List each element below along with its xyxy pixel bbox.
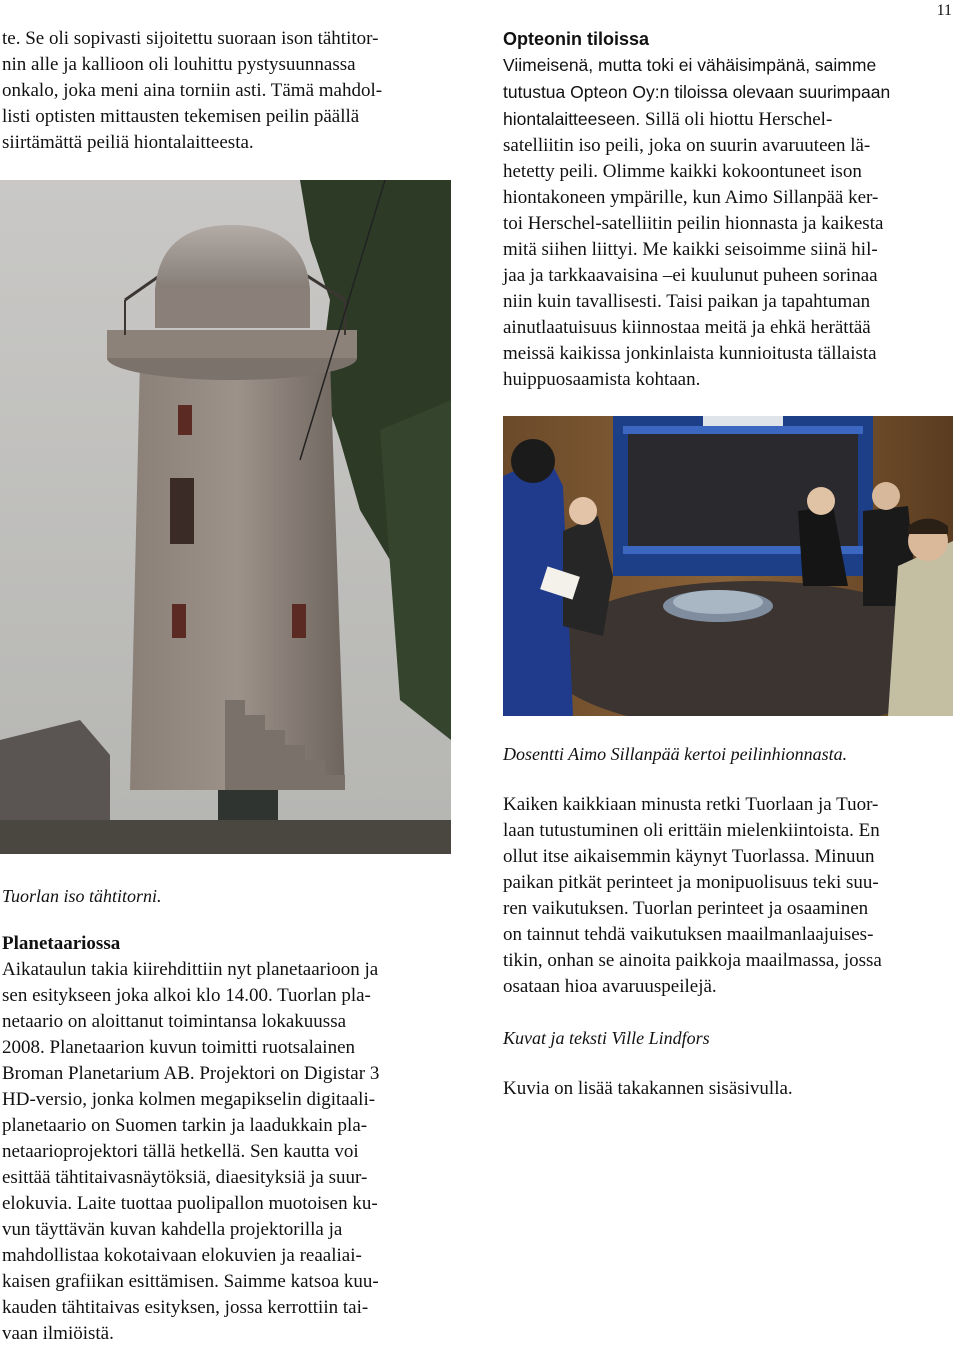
opteon-body-serif: Sillä oli hiottu Herschel- satelliitin iso peili, joka on suurin avaruuteen lä- hetetty peili. Olimme kaikki kokoontuneet ison hiontakoneen ympärille, kun Aimo Sillanpää ker- toi Herschel-satelliitin peilin hionnasta ja kaikesta mitä siihen liittyi. Me kaikki seisoimme siinä hil- jaa ja tarkkaavaisina –ei kuulunut puheen sorinaa niin kuin tavallisesti. Taisi paikan ja tapahtuman ainutlaatuisuus kiinnostaa meitä ja ehkä herättää meissä kaikissa jonkinlaista kunnioitusta tällaista huippuosaamista kohtaan.: [503, 109, 884, 390]
more-photos-note: Kuvia on lisää takakannen sisäsivulla.: [503, 1078, 793, 1099]
left-intro-paragraph: te. Se oli sopivasti sijoitettu suoraan ison tähtitor- nin alle ja kallioon oli louhittu pystysuunnassa onkalo, joka meni aina torniin asti. Tämä mahdol- listi optisten mittausten tekemisen peilin päällä siirtämättä peiliä hiontalaitteesta.: [2, 28, 383, 153]
page-number: 11: [936, 2, 952, 19]
author-credit: Kuvat ja teksti Ville Lindfors: [503, 1028, 710, 1048]
planetarium-section: [2, 931, 452, 1347]
closing-paragraph: Kaiken kaikkiaan minusta retki Tuorlaan ja Tuor- laan tutustuminen oli erittäin mielenkiintoista. En ollut itse aikaisemmin käynyt Tuorlassa. Minuun paikan pitkät perinteet ja monipuolisuus teki suu- ren vaikutuksen. Tuorlan perinteet ja osaaminen on tainnut tehdä vaikutuksen maailmanlaajuises- tikin, onhan se ainoita paikkoja maailmassa, jossa osataan hioa avaruuspeilejä.: [503, 794, 882, 997]
opteon-body-sans: Viimeisenä, mutta toki ei vähäisimpänä, saimme tutustua Opteon Oy:n tiloissa olevaan suurimpaan hiontalaitteeseen.: [503, 55, 891, 129]
workshop-caption: Dosentti Aimo Sillanpää kertoi peilinhionnasta.: [503, 744, 848, 764]
opteon-body: [503, 52, 958, 393]
planetarium-body: Aikataulun takia kiirehdittiin nyt planetaarioon ja sen esitykseen joka alkoi klo 14.00. Tuorlan pla- netaario on aloittanut toimintansa lokakuussa 2008. Planetaarion kuvun toimitti ruotsalainen Broman Planetarium AB. Projektori on Digistar 3 HD-versio, jonka kolmen megapikselin digitaali- planetaario on Suomen tarkin ja laadukkain pla- netaarioprojektori tällä hetkellä. Sen kautta voi esittää tähtitaivasnäytöksiä, diaesityksiä ja suur- elokuvia. Laite tuottaa puolipallon muotoisen ku- vun täyttävän kuvan kahdella projektorilla ja mahdollistaa kokotaivaan elokuvien ja reaaliai- kaisen grafiikan esittämisen. Saimme katsoa kuu- kauden tähtitaivas esityksen, jossa kerrottiin tai- vaan ilmiöistä.: [2, 959, 380, 1344]
tower-caption: Tuorlan iso tähtitorni.: [2, 886, 162, 906]
observatory-tower-photo: [0, 180, 451, 854]
opteon-heading: Opteonin tiloissa: [503, 29, 650, 49]
planetarium-heading: Planetaariossa: [2, 933, 121, 954]
mirror-workshop-photo: [503, 416, 953, 716]
opteon-section: [503, 26, 958, 393]
